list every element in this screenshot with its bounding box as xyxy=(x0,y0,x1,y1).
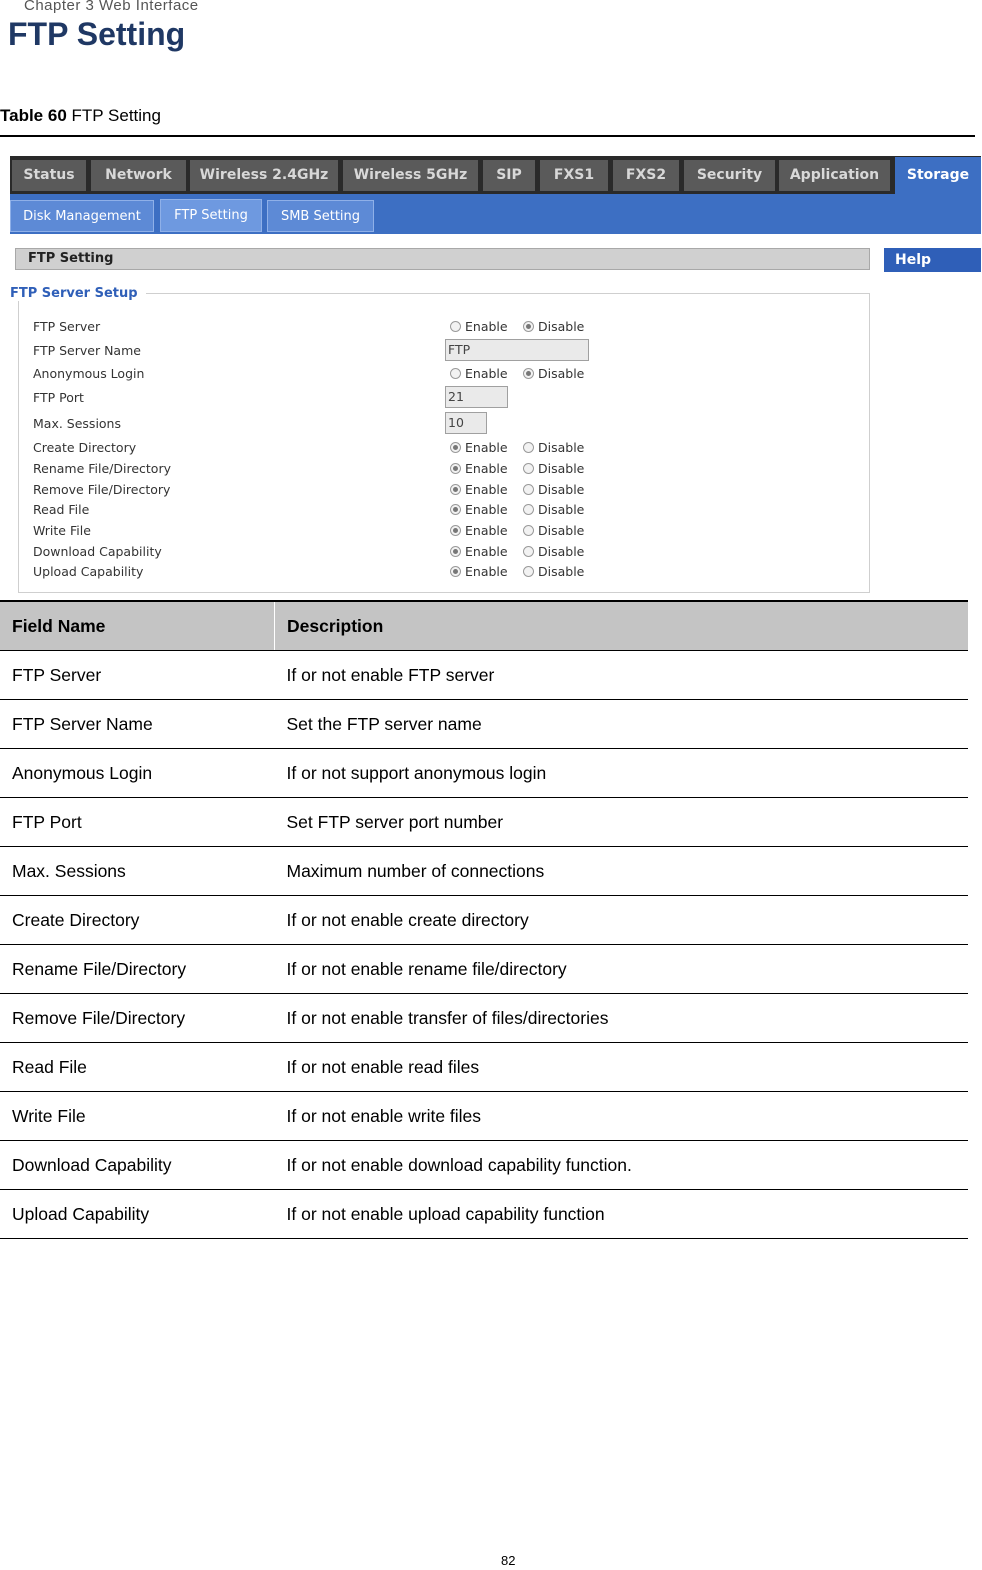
setting-row xyxy=(33,414,863,434)
setting-label: Rename File/Directory xyxy=(33,461,171,476)
radio-label: Disable xyxy=(538,440,585,455)
radio-circle[interactable] xyxy=(450,525,461,536)
radio-disable[interactable] xyxy=(523,438,584,458)
cell-field-name: Rename File/Directory xyxy=(0,945,275,994)
radio-circle[interactable] xyxy=(523,321,534,332)
radio-disable[interactable] xyxy=(523,521,584,541)
setting-row xyxy=(33,562,863,582)
radio-circle[interactable] xyxy=(450,504,461,515)
radio-disable[interactable] xyxy=(523,542,584,562)
setting-label: Write File xyxy=(33,523,91,538)
setting-label: Upload Capability xyxy=(33,564,144,579)
cell-description: Maximum number of connections xyxy=(275,847,969,896)
setting-row xyxy=(33,388,863,408)
radio-circle[interactable] xyxy=(450,546,461,557)
radio-circle[interactable] xyxy=(523,368,534,379)
cell-description: If or not enable transfer of files/directories xyxy=(275,994,969,1043)
table-row xyxy=(0,700,968,749)
radio-label: Enable xyxy=(465,523,508,538)
subtab-smb-setting[interactable]: SMB Setting xyxy=(267,200,374,232)
setting-row xyxy=(33,459,863,479)
radio-circle[interactable] xyxy=(450,442,461,453)
radio-label: Disable xyxy=(538,461,585,476)
text-input[interactable]: FTP xyxy=(445,339,589,361)
setting-row xyxy=(33,364,863,384)
radio-disable[interactable] xyxy=(523,317,584,337)
radio-label: Enable xyxy=(465,440,508,455)
setting-label: Create Directory xyxy=(33,440,137,455)
radio-circle[interactable] xyxy=(450,484,461,495)
cell-description: Set FTP server port number xyxy=(275,798,969,847)
cell-field-name: Max. Sessions xyxy=(0,847,275,896)
radio-enable[interactable] xyxy=(450,480,508,500)
cell-description: Set the FTP server name xyxy=(275,700,969,749)
radio-enable[interactable] xyxy=(450,521,508,541)
setting-label: Max. Sessions xyxy=(33,416,121,431)
cell-field-name: Create Directory xyxy=(0,896,275,945)
radio-circle[interactable] xyxy=(523,546,534,557)
radio-enable[interactable] xyxy=(450,500,508,520)
table-row xyxy=(0,847,968,896)
cell-field-name: Download Capability xyxy=(0,1141,275,1190)
radio-enable[interactable] xyxy=(450,562,508,582)
table-header-row xyxy=(0,601,968,651)
header-description: Description xyxy=(275,601,969,651)
setting-row xyxy=(33,542,863,562)
cell-description: If or not enable read files xyxy=(275,1043,969,1092)
radio-circle[interactable] xyxy=(523,442,534,453)
tab-wireless-5[interactable]: Wireless 5GHz xyxy=(343,160,478,191)
radio-disable[interactable] xyxy=(523,562,584,582)
radio-disable[interactable] xyxy=(523,459,584,479)
setting-row xyxy=(33,317,863,337)
radio-disable[interactable] xyxy=(523,364,584,384)
radio-disable[interactable] xyxy=(523,480,584,500)
text-input[interactable]: 21 xyxy=(445,386,508,408)
radio-enable[interactable] xyxy=(450,364,508,384)
radio-enable[interactable] xyxy=(450,317,508,337)
radio-label: Enable xyxy=(465,482,508,497)
radio-label: Disable xyxy=(538,482,585,497)
tab-sip[interactable]: SIP xyxy=(483,160,535,191)
tab-application[interactable]: Application xyxy=(779,160,890,191)
table-row xyxy=(0,945,968,994)
radio-disable[interactable] xyxy=(523,500,584,520)
cell-field-name: FTP Server xyxy=(0,651,275,700)
text-input[interactable]: 10 xyxy=(445,412,487,434)
cell-description: If or not enable download capability function. xyxy=(275,1141,969,1190)
router-screenshot xyxy=(10,156,981,596)
radio-circle[interactable] xyxy=(450,321,461,332)
help-button[interactable]: Help xyxy=(884,248,981,272)
tab-storage[interactable]: Storage xyxy=(895,157,981,194)
setting-label: Remove File/Directory xyxy=(33,482,171,497)
radio-enable[interactable] xyxy=(450,459,508,479)
cell-field-name: Remove File/Directory xyxy=(0,994,275,1043)
cell-field-name: Write File xyxy=(0,1092,275,1141)
table-row xyxy=(0,896,968,945)
radio-label: Disable xyxy=(538,319,585,334)
table-row xyxy=(0,749,968,798)
setting-label: Read File xyxy=(33,502,90,517)
setting-label: FTP Server xyxy=(33,319,101,334)
cell-description: If or not enable create directory xyxy=(275,896,969,945)
tab-wireless-24[interactable]: Wireless 2.4GHz xyxy=(190,160,338,191)
radio-label: Enable xyxy=(465,461,508,476)
radio-circle[interactable] xyxy=(523,525,534,536)
table-row xyxy=(0,994,968,1043)
group-title: FTP Server Setup xyxy=(10,286,146,301)
setting-row xyxy=(33,480,863,500)
table-label: Table 60 xyxy=(0,106,67,125)
radio-circle[interactable] xyxy=(450,566,461,577)
cell-field-name: FTP Server Name xyxy=(0,700,275,749)
table-row xyxy=(0,1043,968,1092)
field-description-table xyxy=(0,600,968,1239)
setting-row xyxy=(33,438,863,458)
table-row xyxy=(0,1141,968,1190)
table-row xyxy=(0,798,968,847)
setting-row xyxy=(33,521,863,541)
cell-field-name: Anonymous Login xyxy=(0,749,275,798)
page-title: FTP Setting xyxy=(8,16,186,52)
radio-label: Enable xyxy=(465,502,508,517)
cell-description: If or not enable FTP server xyxy=(275,651,969,700)
page-number: 82 xyxy=(501,1553,516,1568)
setting-label: FTP Server Name xyxy=(33,343,141,358)
tab-security[interactable]: Security xyxy=(684,160,775,191)
cell-field-name: Upload Capability xyxy=(0,1190,275,1239)
sub-nav xyxy=(10,194,981,234)
tab-status[interactable]: Status xyxy=(12,160,86,191)
radio-label: Disable xyxy=(538,544,585,559)
radio-circle[interactable] xyxy=(523,504,534,515)
table-caption xyxy=(0,106,161,126)
subtab-disk-management[interactable]: Disk Management xyxy=(10,200,154,232)
radio-label: Enable xyxy=(465,564,508,579)
radio-circle[interactable] xyxy=(523,566,534,577)
setting-label: Download Capability xyxy=(33,544,162,559)
radio-label: Enable xyxy=(465,366,508,381)
radio-label: Disable xyxy=(538,523,585,538)
tab-fxs2[interactable]: FXS2 xyxy=(613,160,679,191)
cell-description: If or not enable rename file/directory xyxy=(275,945,969,994)
table-row xyxy=(0,1190,968,1239)
radio-enable[interactable] xyxy=(450,438,508,458)
radio-label: Disable xyxy=(538,502,585,517)
radio-circle[interactable] xyxy=(523,484,534,495)
radio-label: Enable xyxy=(465,319,508,334)
header-field-name: Field Name xyxy=(0,601,275,651)
tab-fxs1[interactable]: FXS1 xyxy=(540,160,608,191)
radio-circle[interactable] xyxy=(450,463,461,474)
chapter-header: Chapter 3 Web Interface xyxy=(24,0,199,14)
table-caption-text: FTP Setting xyxy=(71,106,161,125)
cell-field-name: FTP Port xyxy=(0,798,275,847)
setting-row xyxy=(33,500,863,520)
table-row xyxy=(0,651,968,700)
table-row xyxy=(0,1092,968,1141)
radio-label: Disable xyxy=(538,366,585,381)
caption-divider xyxy=(0,135,975,137)
cell-field-name: Read File xyxy=(0,1043,275,1092)
radio-label: Enable xyxy=(465,544,508,559)
radio-circle[interactable] xyxy=(523,463,534,474)
setting-row xyxy=(33,341,863,361)
radio-enable[interactable] xyxy=(450,542,508,562)
setting-label: FTP Port xyxy=(33,390,84,405)
radio-label: Disable xyxy=(538,564,585,579)
cell-description: If or not enable upload capability function xyxy=(275,1190,969,1239)
main-nav xyxy=(10,156,981,194)
setting-label: Anonymous Login xyxy=(33,366,145,381)
tab-network[interactable]: Network xyxy=(91,160,186,191)
cell-description: If or not enable write files xyxy=(275,1092,969,1141)
subtab-ftp-setting[interactable]: FTP Setting xyxy=(160,199,262,232)
radio-circle[interactable] xyxy=(450,368,461,379)
section-title-bar: FTP Setting xyxy=(15,248,870,270)
cell-description: If or not support anonymous login xyxy=(275,749,969,798)
